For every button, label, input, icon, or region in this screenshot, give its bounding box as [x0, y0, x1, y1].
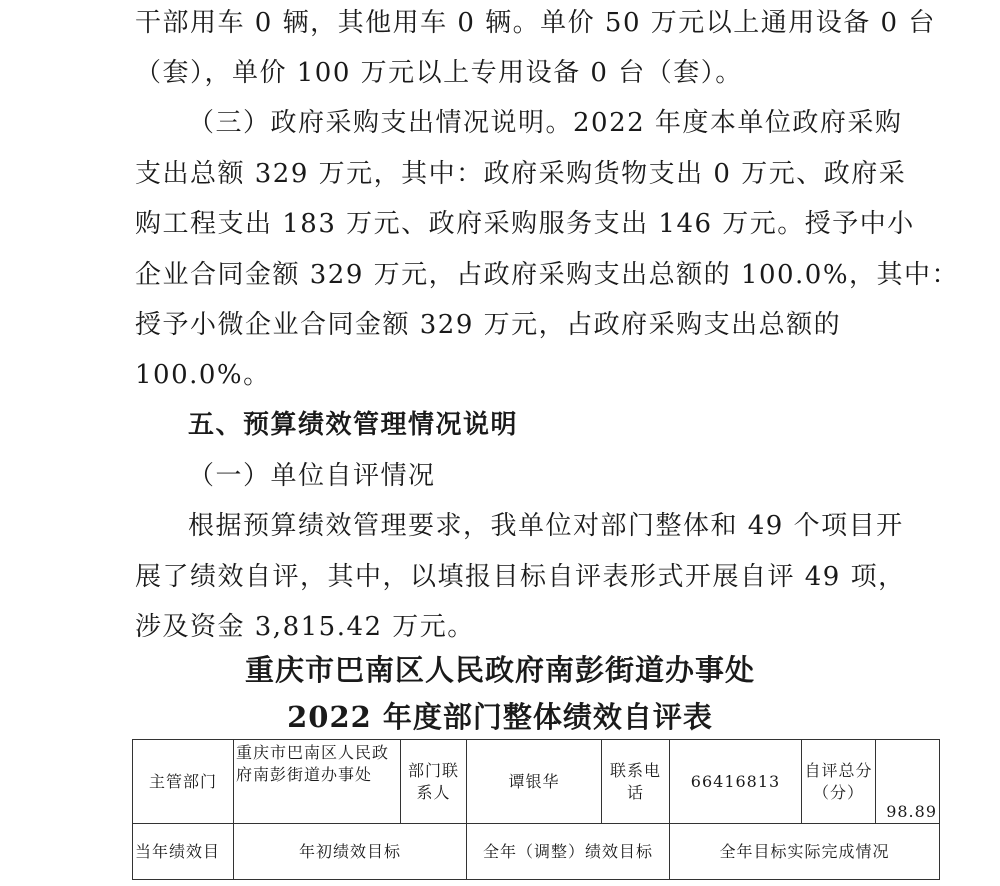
- score-label-cell: 自评总分（分）: [802, 740, 876, 824]
- table-row: [133, 740, 940, 824]
- table-row: [133, 824, 940, 880]
- paragraph-line: 支出总额 329 万元，其中：政府采购货物支出 0 万元、政府采: [135, 159, 907, 189]
- paragraph-line: 购工程支出 183 万元、政府采购服务支出 146 万元。授予中小: [135, 209, 915, 239]
- table-title-line1: 重庆市巴南区人民政府南彭街道办事处: [244, 653, 755, 687]
- score-value-cell: 98.89: [876, 740, 940, 824]
- section-heading: 五、预算绩效管理情况说明: [188, 410, 519, 440]
- paragraph-line: 企业合同金额 329 万元，占政府采购支出总额的 100.0%，其中：: [135, 260, 960, 290]
- paragraph-line: 授予小微企业合同金额 329 万元，占政府采购支出总额的: [135, 310, 842, 340]
- dept-value-cell: 重庆市巴南区人民政府南彭街道办事处: [234, 740, 401, 824]
- paragraph-line: 100.0%。: [135, 360, 271, 390]
- adjusted-goal-header: 全年（调整）绩效目标: [467, 824, 670, 880]
- contact-label-cell: 部门联系人: [401, 740, 467, 824]
- paragraph-line: 展了绩效自评，其中，以填报目标自评表形式开展自评 49 项，: [135, 562, 906, 592]
- actual-completion-header: 全年目标实际完成情况: [670, 824, 940, 880]
- phone-value-cell: 66416813: [670, 740, 802, 824]
- paragraph-line: 涉及资金 3,815.42 万元。: [135, 612, 475, 642]
- subsection-heading: （一）单位自评情况: [188, 461, 436, 491]
- table-title-line2: 2022 年度部门整体绩效自评表: [287, 700, 713, 734]
- evaluation-table: [132, 739, 940, 880]
- paragraph-line: （三）政府采购支出情况说明。2022 年度本单位政府采购: [188, 108, 903, 138]
- paragraph-line: 干部用车 0 辆，其他用车 0 辆。单价 50 万元以上通用设备 0 台: [135, 8, 936, 38]
- paragraph-line: 根据预算绩效管理要求，我单位对部门整体和 49 个项目开: [188, 511, 904, 541]
- phone-label-cell: 联系电话: [602, 740, 670, 824]
- paragraph-line: （套），单价 100 万元以上专用设备 0 台（套）。: [135, 58, 743, 88]
- dept-label-cell: 主管部门: [133, 740, 234, 824]
- contact-value-cell: 谭银华: [467, 740, 602, 824]
- goal-label-cell: 当年绩效目: [133, 824, 234, 880]
- initial-goal-header: 年初绩效目标: [234, 824, 467, 880]
